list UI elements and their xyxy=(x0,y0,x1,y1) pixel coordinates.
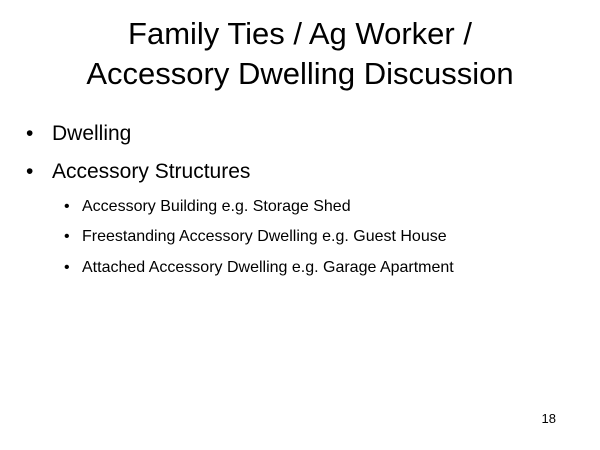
slide-body xyxy=(0,121,600,278)
title-line-2: Accessory Dwelling Discussion xyxy=(86,56,514,92)
list-item-label: Accessory Building e.g. Storage Shed xyxy=(82,198,351,216)
page-title xyxy=(0,0,600,95)
bullet-list-level-2 xyxy=(52,196,576,277)
list-item xyxy=(18,159,576,277)
bullet-icon: • xyxy=(64,198,70,216)
list-item-label: Dwelling xyxy=(52,121,132,145)
bullet-icon: • xyxy=(64,258,70,276)
list-item xyxy=(52,196,576,217)
list-item xyxy=(18,121,576,148)
list-item xyxy=(52,257,576,278)
list-item-label: Attached Accessory Dwelling e.g. Garage Apartment xyxy=(82,258,454,276)
title-line-1: Family Ties / Ag Worker / xyxy=(128,16,472,51)
bullet-list-level-1 xyxy=(18,121,576,278)
bullet-icon: • xyxy=(26,121,34,145)
list-item-label: Freestanding Accessory Dwelling e.g. Guest House xyxy=(82,228,447,246)
list-item xyxy=(52,226,576,247)
list-item-label: Accessory Structures xyxy=(52,160,251,184)
page-number: 18 xyxy=(541,411,556,426)
bullet-icon: • xyxy=(26,160,34,184)
bullet-icon: • xyxy=(64,228,70,246)
